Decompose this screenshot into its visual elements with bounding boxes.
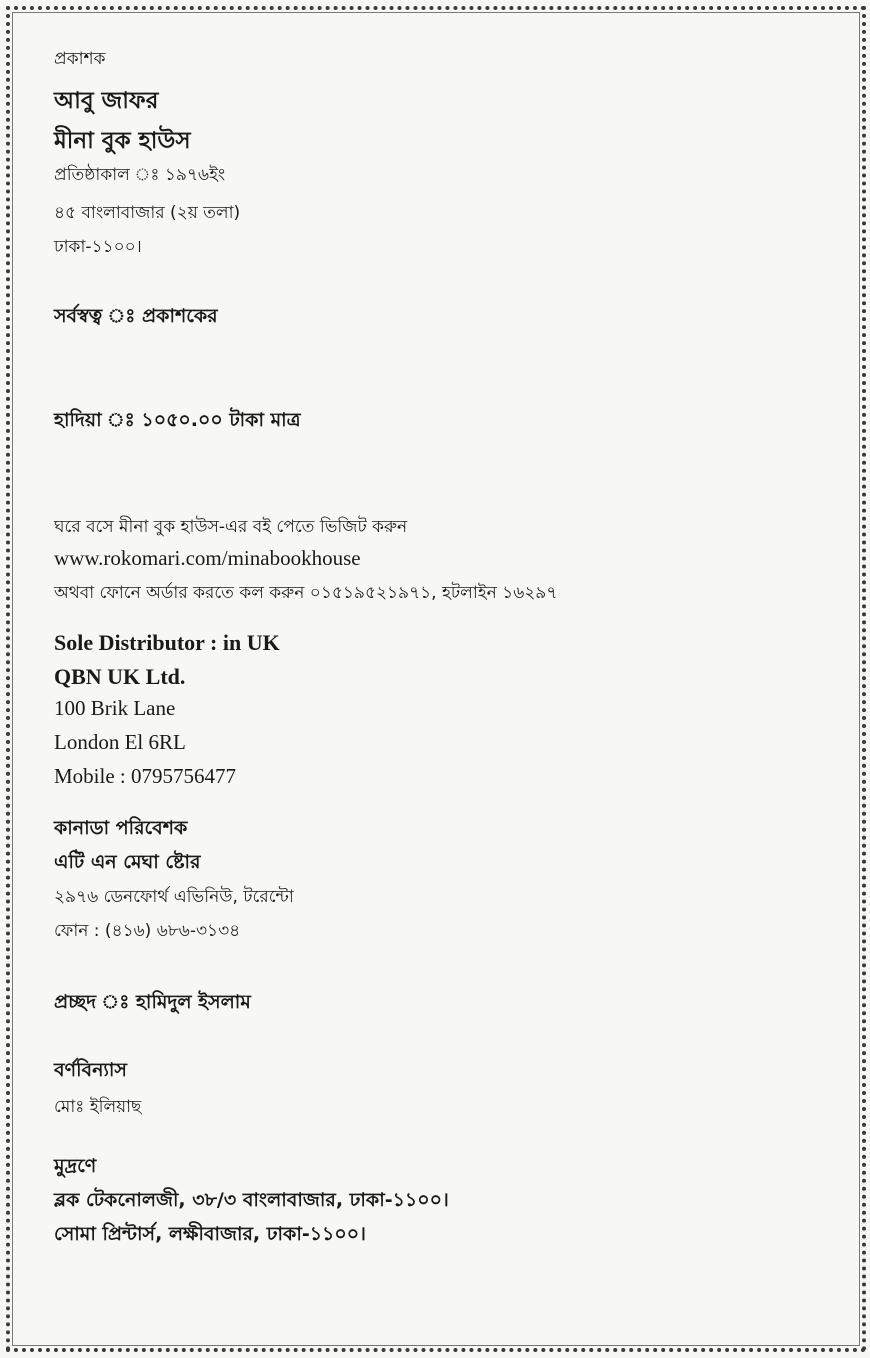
canada-store-name: এটি এন মেঘা ষ্টোর <box>54 851 201 873</box>
canada-distributor-heading: কানাডা পরিবেশক <box>54 817 188 839</box>
uk-company-name: QBN UK Ltd. <box>54 664 186 689</box>
uk-city: London El 6RL <box>54 730 186 754</box>
cover-design-credit: প্রচ্ছদ ঃ হামিদুল ইসলাম <box>54 991 251 1013</box>
price-line: হাদিয়া ঃ ১০৫০.০০ টাকা মাত্র <box>54 409 301 431</box>
typesetting-heading: বর্ণবিন্যাস <box>54 1059 127 1081</box>
publisher-address-line1: ৪৫ বাংলাবাজার (২য় তলা) <box>54 203 241 223</box>
printer-line2: সোমা প্রিন্টার্স, লক্ষীবাজার, ঢাকা-১১০০। <box>54 1223 366 1245</box>
typesetting-name: মোঃ ইলিয়াছ <box>54 1097 142 1117</box>
phone-order-line: অথবা ফোনে অর্ডার করতে কল করুন ০১৫১৯৫২১৯৭১, হটলাইন ১৬২৯৭ <box>54 583 558 603</box>
copyright-line: সর্বস্বত্ব ঃ প্রকাশকের <box>54 305 218 327</box>
online-order-line: ঘরে বসে মীনা বুক হাউস-এর বই পেতে ভিজিট করুন <box>54 517 408 537</box>
established-date: প্রতিষ্ঠাকাল ঃ ১৯৭৬ইং <box>54 165 226 185</box>
uk-street: 100 Brik Lane <box>54 696 176 720</box>
publisher-name: আবু জাফর <box>54 88 159 114</box>
uk-mobile: Mobile : 0795756477 <box>54 764 236 788</box>
website-url: www.rokomari.com/minabookhouse <box>54 546 361 570</box>
canada-phone: ফোন : (৪১৬) ৬৮৬-৩১৩৪ <box>54 921 241 941</box>
publisher-label: প্রকাশক <box>54 49 106 69</box>
canada-address: ২৯৭৬ ডেনফোর্থ এভিনিউ, টরেন্টো <box>54 887 294 907</box>
printing-heading: মুদ্রণে <box>54 1155 97 1177</box>
uk-distributor-heading: Sole Distributor : in UK <box>54 630 280 655</box>
publisher-address-line2: ঢাকা-১১০০। <box>54 237 142 257</box>
printer-line1: ব্লক টেকনোলজী, ৩৮/৩ বাংলাবাজার, ঢাকা-১১০০। <box>54 1189 449 1211</box>
publisher-house: মীনা বুক হাউস <box>54 128 191 154</box>
